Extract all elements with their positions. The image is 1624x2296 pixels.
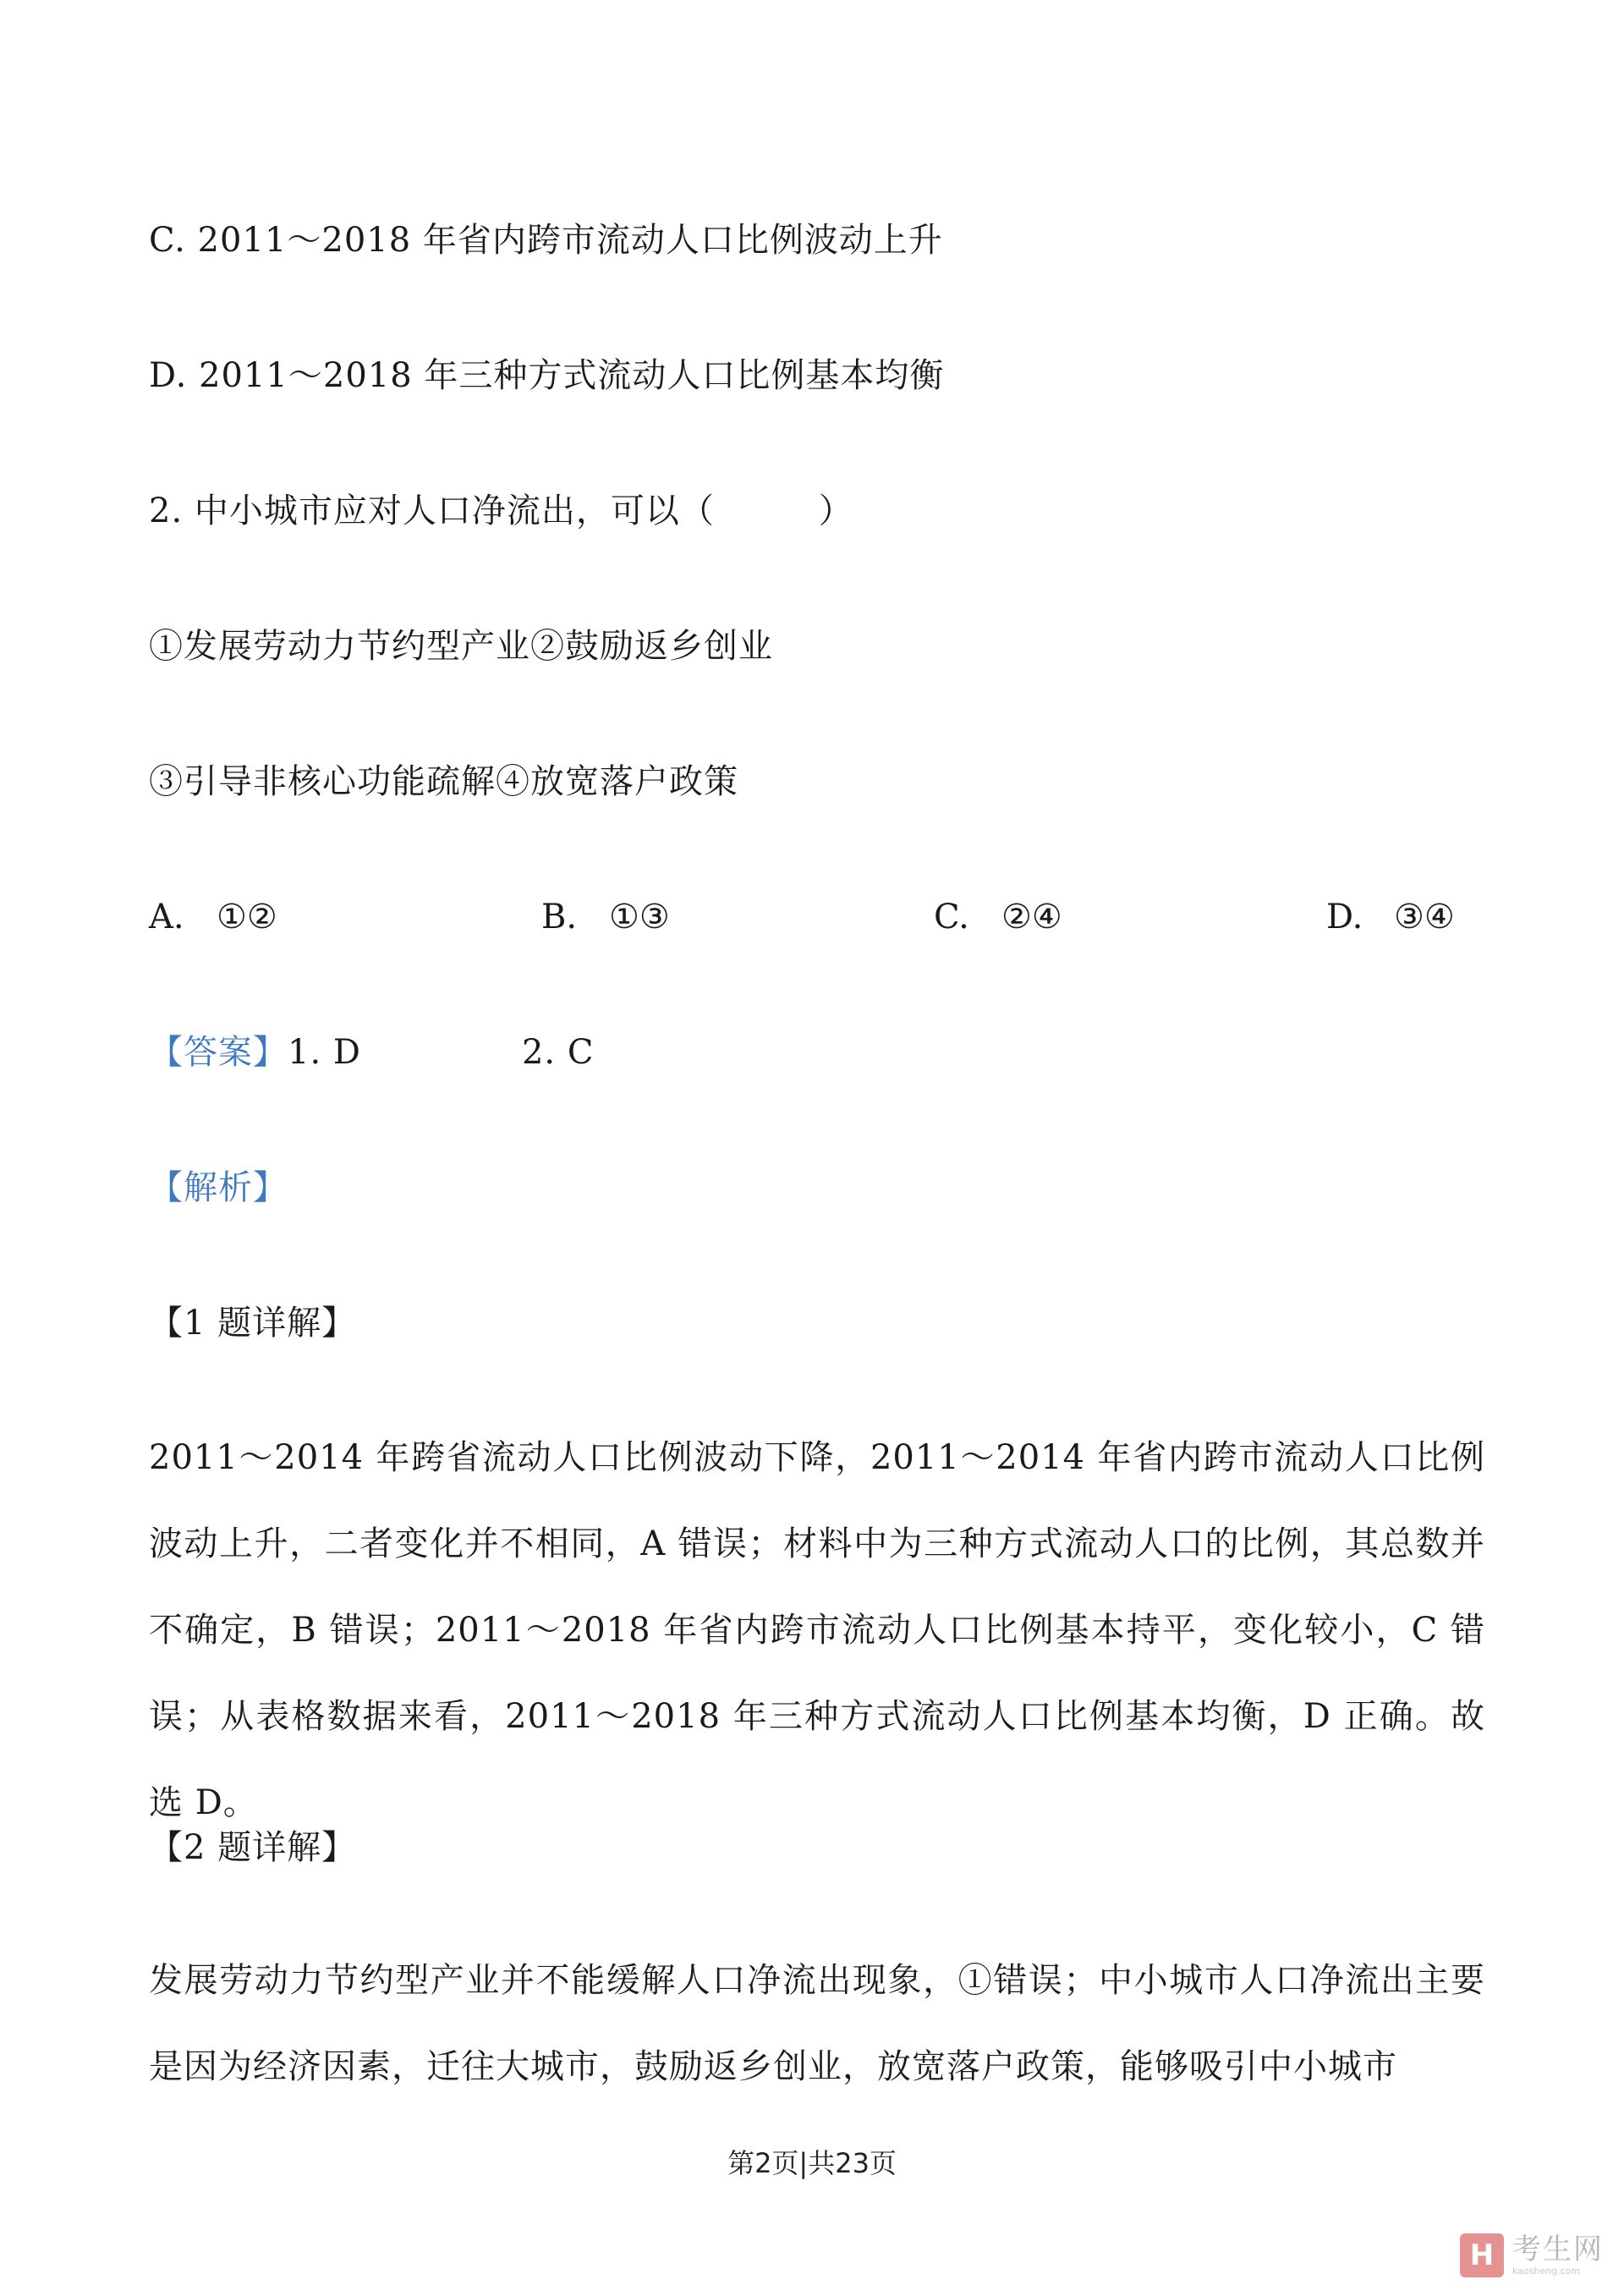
option-b-text: ①③: [609, 898, 670, 937]
option-d-text: ③④: [1394, 898, 1455, 937]
watermark-domain: kaosheng.com: [1512, 2266, 1581, 2277]
option-d-q1: D. 2011～2018 年三种方式流动人口比例基本均衡: [149, 356, 945, 395]
watermark-logo-icon: H: [1460, 2233, 1504, 2277]
option-b: [541, 895, 670, 939]
answer-1: 1. D: [288, 1033, 361, 1072]
answer-2: 2. C: [521, 1033, 595, 1072]
option-a: [149, 895, 277, 939]
option-a-label: A.: [149, 898, 184, 937]
option-b-label: B.: [541, 898, 578, 937]
q2-detail-text: 发展劳动力节约型产业并不能缓解人口净流出现象，①错误；中小城市人口净流出主要是因为经济因素，迁往大城市，鼓励返乡创业，放宽落户政策，能够吸引中小城市: [149, 1961, 1485, 2086]
option-d: [1326, 895, 1455, 939]
answer-tag: 【答案】: [149, 1033, 288, 1072]
option-c: [934, 895, 1062, 939]
page-footer: 第2页|共23页: [727, 2147, 897, 2179]
question-2-items-2: ③引导非核心功能疏解④放宽落户政策: [149, 762, 738, 801]
option-c-label: C.: [934, 898, 969, 937]
q2-detail-heading: 【2 题详解】: [149, 1828, 357, 1867]
analysis-tag: 【解析】: [149, 1168, 288, 1207]
q1-detail-text: 2011～2014 年跨省流动人口比例波动下降，2011～2014 年省内跨市流动人口比例波动上升，二者变化并不相同，A 错误；材料中为三种方式流动人口的比例，其总数并不确定，B 错误；2011～2018 年省内跨市流动人口比例基本持平，变化较小，C 错误；从表格数据来看，2011～2018 年三种方式流动人口比例基本均衡，D 正确。故选 D。: [149, 1438, 1485, 1822]
question-2-stem: 2. 中小城市应对人口净流出，可以（ ）: [149, 492, 853, 530]
question-2-items-1: ①发展劳动力节约型产业②鼓励返乡创业: [149, 627, 773, 666]
q1-detail-heading: 【1 题详解】: [149, 1304, 357, 1343]
watermark-name: 考生网: [1512, 2233, 1604, 2266]
option-c-text: ②④: [1001, 898, 1062, 937]
watermark: [1460, 2232, 1604, 2279]
answer-row: [149, 1030, 594, 1074]
option-c-q1: C. 2011～2018 年省内跨市流动人口比例波动上升: [149, 221, 943, 260]
option-d-label: D.: [1326, 898, 1363, 937]
option-a-text: ①②: [217, 898, 277, 937]
question-2-options: [149, 895, 1502, 939]
